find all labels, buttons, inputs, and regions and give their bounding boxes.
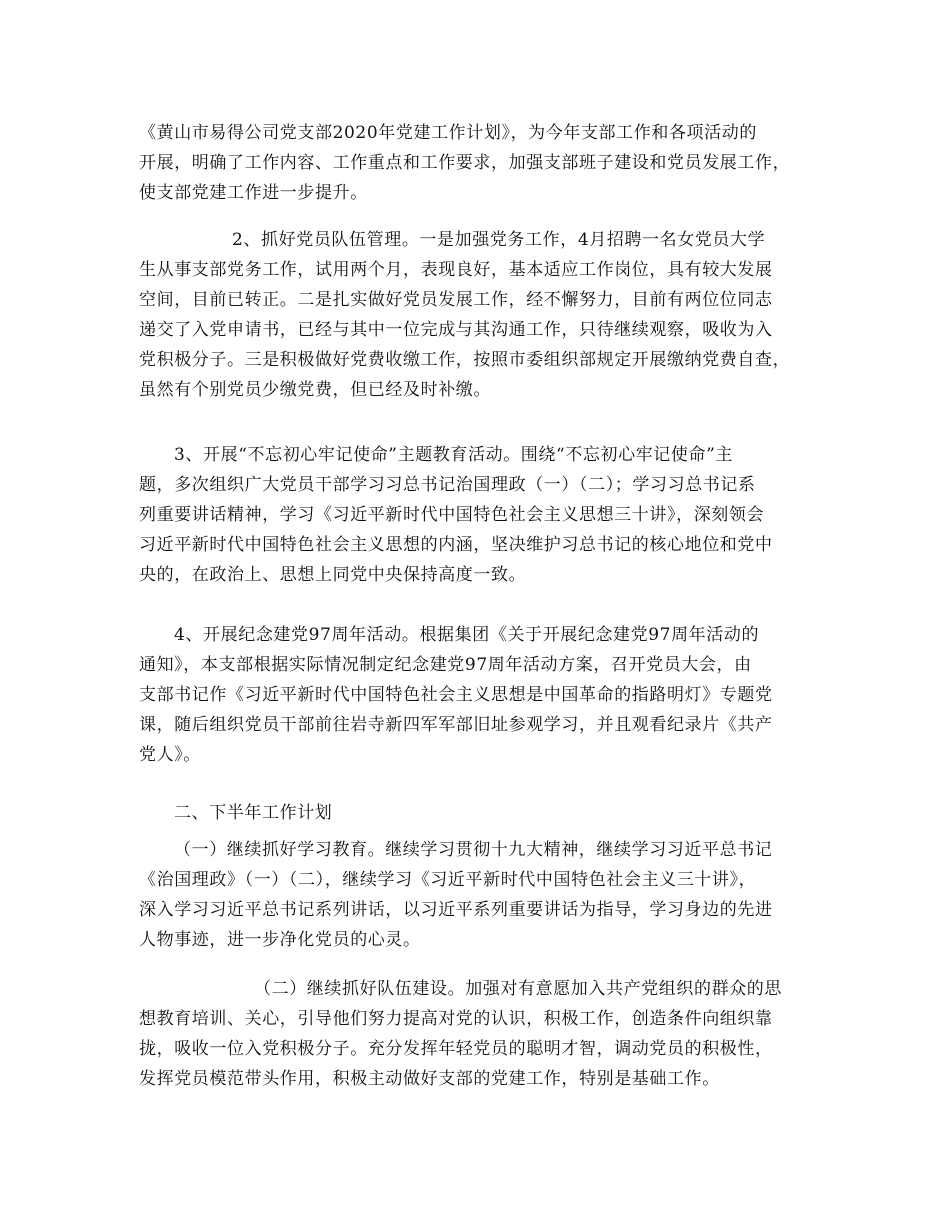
text-line: 题，多次组织广大党员干部学习习总书记治国理政（一）（二）；学习习总书记系 xyxy=(139,475,756,495)
text-line: 想教育培训、关心，引导他们努力提高对党的认识，积极工作，创造条件向组织靠 xyxy=(139,1009,773,1029)
text-line: 支部书记作《习近平新时代中国特色社会主义思想是中国革命的指路明灯》专题党 xyxy=(139,685,773,705)
text-line: （二）继续抓好队伍建设。加强对有意愿加入共产党组织的群众的思 xyxy=(254,979,782,999)
paragraph-member-management xyxy=(139,225,819,405)
text-line: 空间，目前已转正。二是扎实做好党员发展工作，经不懈努力，目前有两位位同志 xyxy=(139,290,773,310)
text-line: 发挥党员模范带头作用，积极主动做好支部的党建工作，特别是基础工作。 xyxy=(139,1069,720,1089)
text-line: 《黄山市易得公司党支部2020年党建工作计划》，为今年支部工作和各项活动的 xyxy=(139,123,757,143)
text-line: 党积极分子。三是积极做好党费收缴工作，按照市委组织部规定开展缴纳党费自查， xyxy=(139,350,791,370)
paragraph-plan-intro xyxy=(139,118,819,208)
text-line: 课，随后组织党员干部前往岩寺新四军军部旧址参观学习，并且观看纪录片《共产 xyxy=(139,715,773,735)
text-line: 央的，在政治上、思想上同党中央保持高度一致。 xyxy=(139,565,527,585)
text-line: 通知》，本支部根据实际情况制定纪念建党97周年活动方案，召开党员大会，由 xyxy=(139,655,752,675)
section-heading xyxy=(139,798,819,828)
text-line: 2、抓好党员队伍管理。一是加强党务工作，4月招聘一名女党员大学 xyxy=(232,230,766,250)
paragraph-theme-education xyxy=(139,440,819,590)
section-title: 二、下半年工作计划 xyxy=(174,803,333,823)
text-line: （一）继续抓好学习教育。继续学习贯彻十九大精神，继续学习习近平总书记 xyxy=(174,840,773,860)
text-line: 生从事支部党务工作，试用两个月，表现良好，基本适应工作岗位，具有较大发展 xyxy=(139,260,773,280)
text-line: 党人》。 xyxy=(139,745,201,765)
paragraph-anniversary-activity xyxy=(139,620,819,770)
text-line: 开展，明确了工作内容、工作重点和工作要求，加强支部班子建设和党员发展工作， xyxy=(139,153,791,173)
text-line: 人物事迹，进一步净化党员的心灵。 xyxy=(139,930,421,950)
text-line: 列重要讲话精神，学习《习近平新时代中国特色社会主义思想三十讲》，深刻领会 xyxy=(139,505,765,525)
paragraph-study-education xyxy=(139,835,819,955)
text-line: 《治国理政》（一）（二），继续学习《习近平新时代中国特色社会主义三十讲》， xyxy=(139,870,757,890)
text-line: 虽然有个别党员少缴党费，但已经及时补缴。 xyxy=(139,380,491,400)
text-line: 习近平新时代中国特色社会主义思想的内涵，坚决维护习总书记的核心地位和党中 xyxy=(139,535,773,555)
text-line: 递交了入党申请书，已经与其中一位完成与其沟通工作，只待继续观察，吸收为入 xyxy=(139,320,773,340)
paragraph-team-building xyxy=(139,974,819,1094)
text-line: 拢，吸收一位入党积极分子。充分发挥年轻党员的聪明才智，调动党员的积极性， xyxy=(139,1039,773,1059)
text-line: 使支部党建工作进一步提升。 xyxy=(139,183,368,203)
text-line: 4、开展纪念建党97周年活动。根据集团《关于开展纪念建党97周年活动的 xyxy=(174,625,760,645)
text-line: 深入学习习近平总书记系列讲话，以习近平系列重要讲话为指导，学习身边的先进 xyxy=(139,900,773,920)
text-line: 3、开展“不忘初心牢记使命”主题教育活动。围绕“不忘初心牢记使命”主 xyxy=(174,445,733,465)
